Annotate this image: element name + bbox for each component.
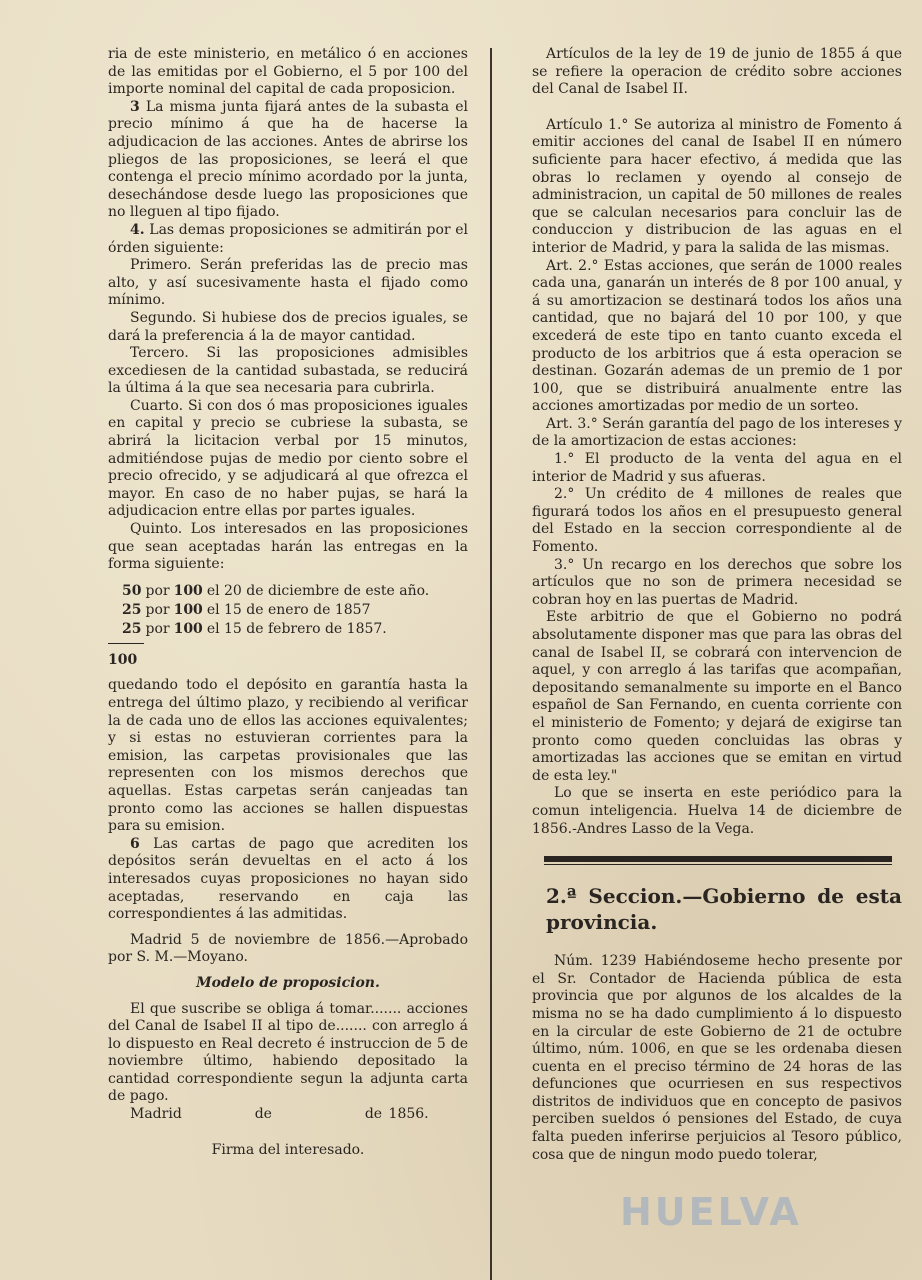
schedule-total: 100	[108, 651, 138, 668]
paragraph-4: 4. Las demas proposiciones se admitirán por el órden siguiente:	[108, 221, 468, 256]
signature-line: Firma del interesado.	[211, 1141, 365, 1158]
paragraph: quedando todo el depósito en garantía hasta la entrega del último plazo, y recibiendo al verificar la de cada uno de ellos las acciones equivalentes; y si estas no estuvieran corrientes para la emision, las carpetas provisionales que las representen con los mismos derechos que aquellas. Estas carpetas serán canjeadas tan pronto como las acciones se hallen dispuestas para su emision.	[108, 677, 468, 835]
schedule-row: 25 por 100 el 15 de enero de 1857	[122, 601, 371, 618]
approval-line: Madrid 5 de noviembre de 1856.—Aprobado por S. M.—Moyano.	[108, 931, 468, 966]
total-rule	[108, 643, 144, 644]
decree-1239: Núm. 1239 Habiéndoseme hecho presente por el Sr. Contador de Hacienda pública de esta provincia que por algunos de los alcaldes de la misma no se ha dado cumplimiento á lo dispuesto en la circular de este Gobierno de 21 de octubre último, núm. 1006, en que se les ordenaba diesen cuenta en el preciso término de 24 horas de las defunciones que ocurriesen en sus respectivos distritos de individuos que en concepto de pasivos perciben sueldos ó pensiones del Estado, de cuya falta pueden inferirse perjuicios al Tesoro público, cosa que de ningun modo puedo tolerar,	[532, 953, 902, 1163]
date-line: Madrid de de 1856.	[130, 1106, 429, 1123]
paragraph: Este arbitrio de que el Gobierno no podrá absolutamente disponer mas que para las obras del canal de Isabel II, se cobrará con intervencion de aquel, y con arreglo á las tarifas que acompañan, depositando semanalmente su importe en el Banco español de San Fernando, en cuenta corriente con el ministerio de Fomento; y dejará de exigirse tan pronto como queden concluidas las obras y amortizadas las acciones que se emitan en virtud de esta ley."	[532, 609, 902, 784]
schedule-row: 25 por 100 el 15 de febrero de 1857.	[122, 620, 387, 637]
paragraph-6: 6 Las cartas de pago que acrediten los depósitos serán devueltas en el acto á los interesados cuyas proposiciones no hayan sido aceptadas, reservando en caja las correspondientes á las admitidas.	[108, 835, 469, 923]
article-3: Art. 3.° Serán garantía del pago de los intereses y de la amortizacion de estas acciones:	[532, 415, 903, 450]
closing-paragraph: Lo que se inserta en este periódico para la comun inteligencia. Huelva 14 de diciembre de 1856.-Andres Lasso de la Vega.	[532, 785, 902, 837]
schedule-row: 50 por 100 el 20 de diciembre de este año.	[122, 582, 430, 599]
model-paragraph: El que suscribe se obliga á tomar....... acciones del Canal de Isabel II al tipo de....... con arreglo á lo dispuesto en Real decreto é instruccion de 5 de noviembre último, habiendo depositado la cantidad correspondiente segun la adjunta carta de pago.	[108, 1000, 468, 1105]
right-column	[532, 46, 902, 1164]
left-column	[108, 46, 468, 1159]
article-1: Artículo 1.° Se autoriza al ministro de Fomento á emitir acciones del canal de Isabel II en número suficiente para hacer efectivo, á medida que las obras lo reclamen y oyendo al consejo de administracion, un capital de 50 millones de reales que se calculan necesarios para concluir las de conduccion y distribucion de las aguas en el interior de Madrid, y para la salida de las mismas.	[532, 116, 903, 256]
column-divider	[490, 48, 492, 1280]
guarantee-3: 3.° Un recargo en los derechos que sobre los artículos que no son de primera necesidad se cobran hoy en las puertas de Madrid.	[532, 556, 902, 608]
section-title: 2.ª Seccion.—Gobierno de esta provincia.	[546, 884, 902, 935]
paragraph-3: 3 La misma junta fijará antes de la subasta el precio mínimo á que ha de hacerse la adjudicacion de las acciones. Antes de abrirse los pliegos de las proposiciones, se leerá el que contenga el precio mínimo acordado por la junta, desechándose desde luego las proposiciones que no lleguen al tipo fijado.	[108, 98, 468, 221]
guarantee-2: 2.° Un crédito de 4 millones de reales que figurará todos los años en el presupuesto general del Estado en la seccion correspondiente al de Fomento.	[532, 486, 902, 556]
paragraph-quinto: Quinto. Los interesados en las proposiciones que sean aceptadas harán las entregas en la forma siguiente:	[108, 521, 468, 573]
law-intro: Artículos de la ley de 19 de junio de 1855 á que se refiere la operacion de crédito sobre acciones del Canal de Isabel II.	[532, 46, 902, 98]
library-watermark: HUELVA	[620, 1190, 802, 1234]
guarantee-1: 1.° El producto de la venta del agua en el interior de Madrid y sus afueras.	[532, 451, 902, 485]
paragraph-cuarto: Cuarto. Si con dos ó mas proposiciones iguales en capital y precio se cubriese la subasta, se abrirá la licitacion verbal por 15 minutos, admitiéndose pujas de medio por ciento sobre el precio ofrecido, y se adjudicará al que ofrezca el mayor. En caso de no haber pujas, se hará la adjudicacion entre ellas por partes iguales.	[108, 397, 468, 520]
paragraph-segundo: Segundo. Si hubiese dos de precios iguales, se dará la preferencia á la de mayor cantidad.	[108, 309, 468, 344]
paragraph-primero: Primero. Serán preferidas las de precio mas alto, y así sucesivamente hasta el fijado como mínimo.	[108, 257, 468, 309]
paragraph-tercero: Tercero. Si las proposiciones admisibles excediesen de la cantidad subastada, se reducirá la última á la que sea necesaria para cubrirla.	[108, 345, 468, 397]
payment-schedule	[122, 582, 433, 639]
paragraph: ria de este ministerio, en metálico ó en acciones de las emitidas por el Gobierno, el 5 por 100 del importe nominal del capital de cada proposicion.	[108, 46, 468, 98]
model-title: Modelo de proposicion.	[196, 974, 380, 991]
section-rule	[544, 856, 892, 865]
article-2: Art. 2.° Estas acciones, que serán de 1000 reales cada una, ganarán un interés de 8 por 100 anual, y á su amortizacion se destinará todos los años una cantidad, que no bajará del 10 por 100, y que excederá de este tipo en tanto cuanto exceda el producto de los arbitrios que á esta operacion se destinan. Gozarán ademas de un premio de 1 por 100, que se distribuirá anualmente entre las acciones amortizadas por medio de un sorteo.	[532, 257, 903, 415]
